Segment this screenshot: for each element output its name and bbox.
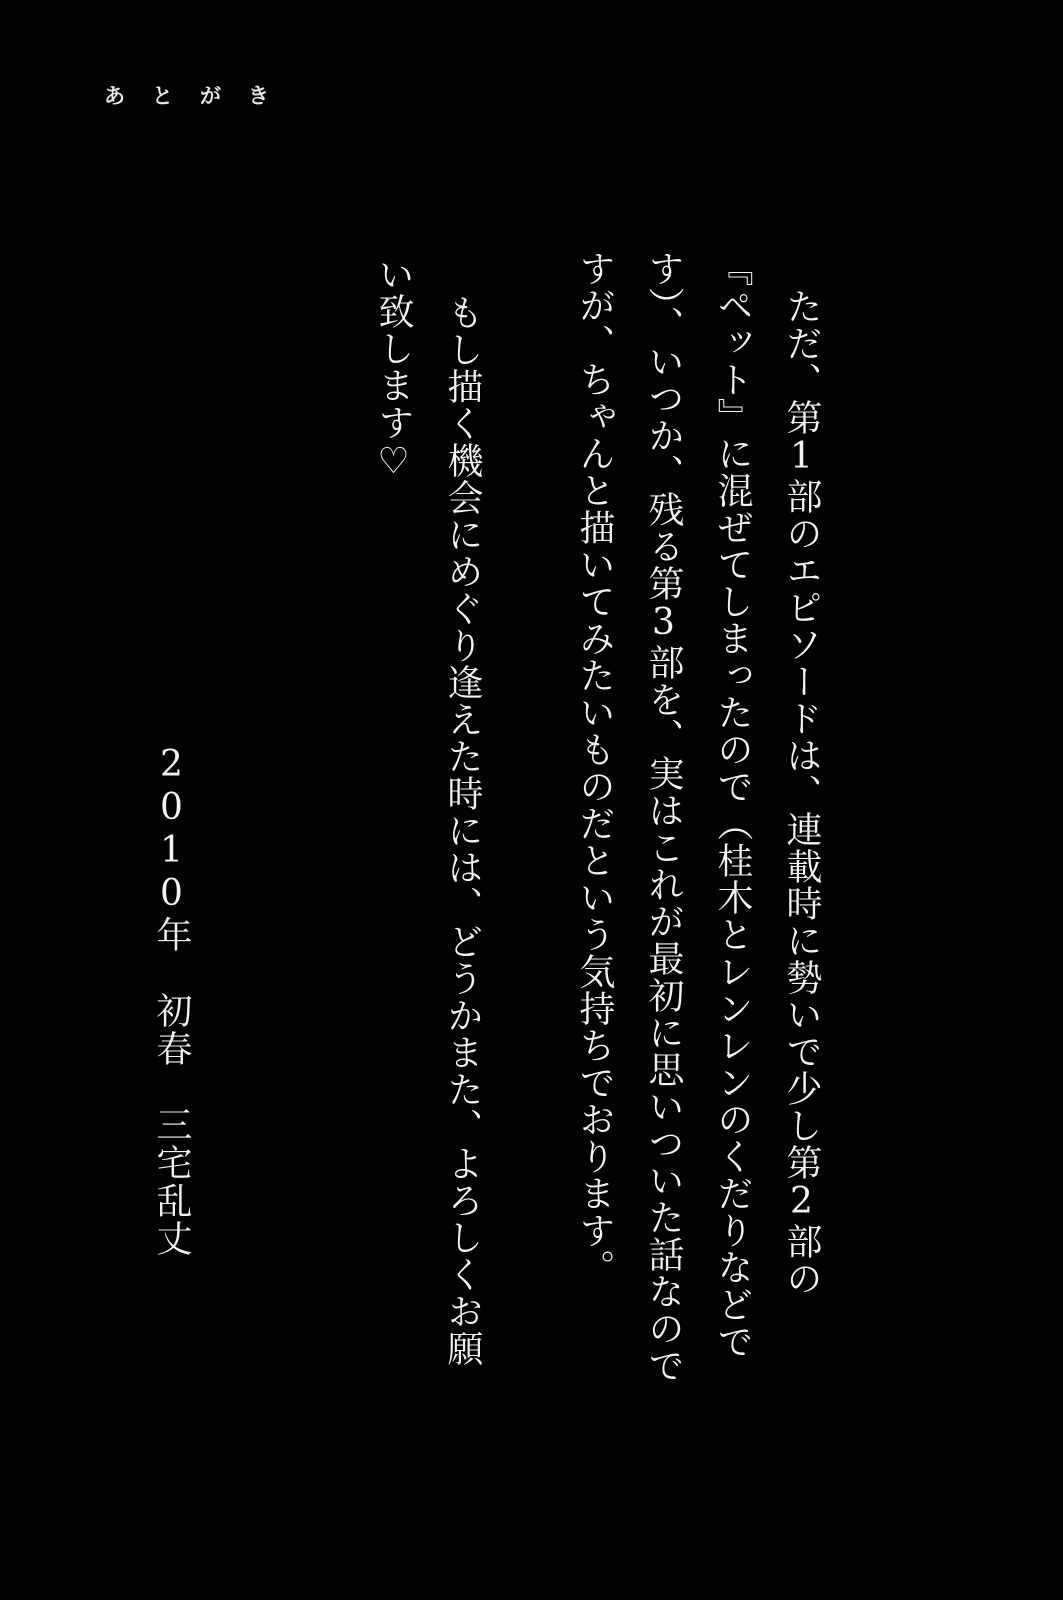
afterword-paragraph-2 bbox=[359, 256, 497, 1367]
afterword-line: もし描く機会にめぐり逢えた時には、どうかまた、よろしくお願 bbox=[442, 294, 483, 1367]
afterword-line: ただ、第1部のエピソードは、連載時に勢いで少し第2部の bbox=[781, 288, 822, 1297]
page-title: あとがき bbox=[104, 83, 296, 108]
afterword-line: すが、ちゃんと描いてみたいものだという気持ちでおります。 bbox=[574, 250, 615, 1286]
afterword-line: す）、いつか、残る第3部を、実はこれが最初に思いついた話なので bbox=[643, 250, 684, 1384]
signature: 2010年 初春 三宅乱丈 bbox=[151, 744, 192, 1258]
afterword-paragraph-1 bbox=[560, 250, 836, 1384]
afterword-line: い致します♡ bbox=[373, 256, 414, 483]
afterword-line: 『ペット』に混ぜてしまったので（桂木とレンレンのくだりなどで bbox=[712, 250, 753, 1360]
